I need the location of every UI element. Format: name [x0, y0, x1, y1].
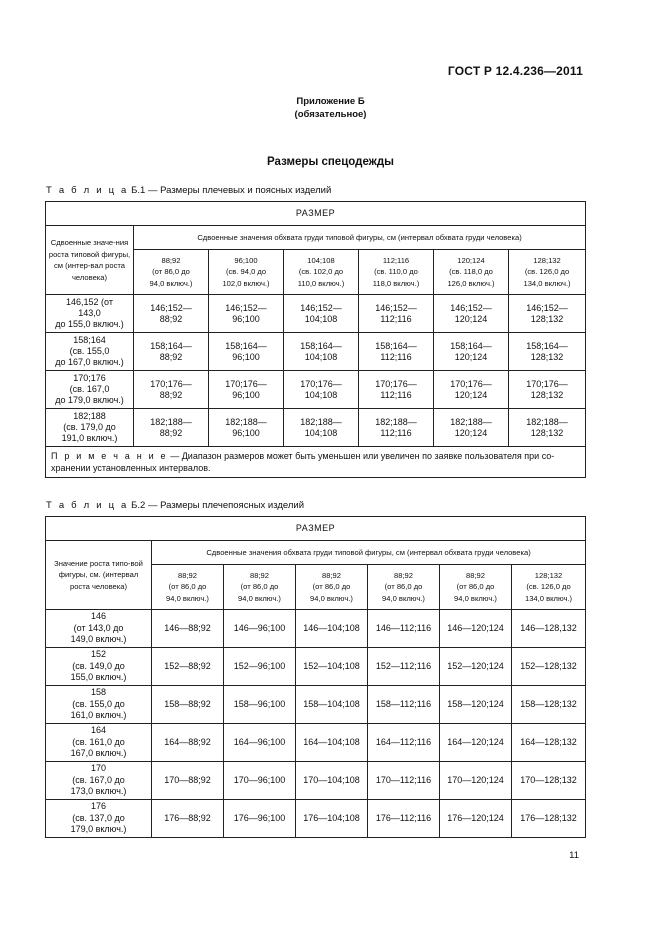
- column-header: [512, 565, 586, 610]
- table-row: [46, 686, 586, 724]
- column-header-line: 128;132: [534, 570, 563, 580]
- column-header: [509, 250, 586, 295]
- size-cell-line: 128;132: [530, 427, 564, 438]
- column-header-line: (от 86,0 до: [384, 582, 423, 592]
- size-cell: 170—88;92: [152, 762, 224, 800]
- column-header-line: (св. 94,0 до: [225, 267, 267, 277]
- size-cell-line: 120;124: [454, 389, 488, 400]
- column-header-line: (от 86,0 до: [168, 582, 207, 592]
- row-head-cell-line: 158;164: [73, 335, 106, 345]
- row-head-cell: [46, 686, 152, 724]
- size-cell-line: 146;152—: [375, 302, 417, 313]
- table-row: [46, 762, 586, 800]
- size-cell: 146—120;124: [440, 610, 512, 648]
- column-group-header: Сдвоенные значения обхвата груди типовой фигуры, см (интервал обхвата груди человека): [134, 226, 586, 250]
- size-cell: [209, 295, 284, 333]
- appendix-title: Приложение Б: [296, 96, 365, 107]
- size-cell: [209, 333, 284, 371]
- size-cell: [359, 333, 434, 371]
- size-cell: [209, 409, 284, 447]
- size-cell: 164—104;108: [296, 724, 368, 762]
- row-head-cell: [46, 409, 134, 447]
- row-head-cell-line: 146,152 (от: [66, 297, 113, 307]
- row-header: Сдвоенные значе-ния роста типовой фигуры, см (интер-вал роста человека): [46, 226, 134, 295]
- size-cell: [509, 295, 586, 333]
- column-header-line: 94,0 включ.): [454, 593, 497, 603]
- row-head-cell-line: 164: [90, 725, 107, 736]
- size-cell: [134, 295, 209, 333]
- column-header-line: 88;92: [177, 570, 197, 580]
- size-cell-line: 146;152—: [300, 302, 342, 313]
- column-group-header: Сдвоенные значения обхвата груди типовой фигуры, см (интервал обхвата груди человека): [152, 541, 586, 565]
- size-cell: 176—104;108: [296, 800, 368, 838]
- size-cell: [434, 295, 509, 333]
- table-row: [46, 409, 586, 447]
- page-number: 11: [569, 850, 579, 861]
- row-head-cell-line: 158: [90, 687, 107, 698]
- row-head-cell: [46, 724, 152, 762]
- row-head-cell-line: 146: [90, 611, 107, 622]
- size-cell: 152—88;92: [152, 648, 224, 686]
- size-cell-line: 128;132: [530, 351, 564, 362]
- size-cell: 146—112;116: [368, 610, 440, 648]
- size-cell-line: 96;100: [232, 351, 260, 362]
- row-head-cell: [46, 610, 152, 648]
- appendix-subtitle: (обязательное): [294, 109, 367, 120]
- size-cell-line: 158;164—: [526, 340, 568, 351]
- row-head-cell-line: 191,0 включ.): [61, 433, 118, 443]
- row-head-cell: [46, 371, 134, 409]
- table-row: [46, 648, 586, 686]
- size-cell: 152—104;108: [296, 648, 368, 686]
- row-head-cell: [46, 333, 134, 371]
- size-cell-line: 182;188—: [375, 416, 417, 427]
- size-cell: 146—104;108: [296, 610, 368, 648]
- size-cell: [359, 409, 434, 447]
- row-head-cell-line: 149,0 включ.): [70, 634, 127, 645]
- table1: [45, 201, 586, 478]
- column-header-line: (от 86,0 до: [240, 582, 279, 592]
- size-cell: [284, 295, 359, 333]
- column-header: [284, 250, 359, 295]
- column-header-line: 120;124: [457, 255, 485, 265]
- column-header-line: (св. 110,0 до: [374, 267, 418, 277]
- row-head-cell-line: (св. 179,0 до: [63, 422, 116, 432]
- size-cell-line: 170;176—: [225, 378, 267, 389]
- size-cell: [209, 371, 284, 409]
- section-title: Размеры спецодежды: [267, 156, 394, 168]
- row-head-cell: [46, 800, 152, 838]
- row-head-cell-line: 170;176: [73, 373, 106, 383]
- row-head-cell-line: (св. 155,0 до: [72, 698, 125, 709]
- size-cell-line: 182;188—: [300, 416, 342, 427]
- size-cell: 158—128;132: [512, 686, 586, 724]
- size-cell: 158—88;92: [152, 686, 224, 724]
- column-header-line: 94,0 включ.): [238, 593, 281, 603]
- size-caption: РАЗМЕР: [46, 517, 586, 541]
- column-header-line: 94,0 включ.): [310, 593, 353, 603]
- note-text: — Диапазон размеров может быть уменьшен или увеличен по заявке пользователя при со-хранении установленных интервалов.: [51, 451, 555, 473]
- size-cell: [134, 371, 209, 409]
- size-cell-line: 158;164—: [375, 340, 417, 351]
- size-cell-line: 88;92: [159, 427, 183, 438]
- row-head-cell-line: (от 143,0 до: [73, 622, 124, 633]
- table2-label: Т а б л и ц а: [46, 500, 129, 511]
- row-head-cell-line: (св. 167,0 до: [72, 774, 125, 785]
- size-cell: 152—96;100: [224, 648, 296, 686]
- column-header-line: 88;92: [161, 255, 181, 265]
- row-head-cell-line: 161,0 включ.): [70, 710, 127, 721]
- size-cell-line: 104;108: [304, 313, 338, 324]
- row-head-cell-line: 173,0 включ.): [70, 786, 127, 797]
- size-cell: 158—104;108: [296, 686, 368, 724]
- size-cell-line: 170;176—: [375, 378, 417, 389]
- column-header-line: 88;92: [465, 570, 485, 580]
- size-cell: 152—128;132: [512, 648, 586, 686]
- size-cell-line: 170;176—: [450, 378, 492, 389]
- table-row: [46, 371, 586, 409]
- size-cell-line: 104;108: [304, 351, 338, 362]
- column-header: [296, 565, 368, 610]
- column-header-line: 88;92: [321, 570, 341, 580]
- table2: [45, 516, 586, 838]
- size-cell-line: 158;164—: [300, 340, 342, 351]
- column-header-line: (св. 126,0 до: [526, 582, 571, 592]
- size-caption: РАЗМЕР: [46, 202, 586, 226]
- column-header-line: (св. 126,0 до: [524, 267, 570, 277]
- column-header-line: 96;100: [234, 255, 258, 265]
- document-code: ГОСТ Р 12.4.236—2011: [447, 64, 583, 78]
- column-header-line: (от 86,0 до: [312, 582, 351, 592]
- size-cell-line: 88;92: [159, 389, 183, 400]
- column-header-line: (от 86,0 до: [456, 582, 495, 592]
- size-cell-line: 104;108: [304, 389, 338, 400]
- size-cell: 176—96;100: [224, 800, 296, 838]
- row-head-cell-line: (св. 137,0 до: [72, 812, 125, 823]
- size-cell-line: 96;100: [232, 313, 260, 324]
- row-head-cell-line: до 167,0 включ.): [55, 357, 124, 367]
- column-header-line: 94,0 включ.): [166, 593, 209, 603]
- table-row: [46, 800, 586, 838]
- size-cell-line: 158;164—: [450, 340, 492, 351]
- size-cell: 164—88;92: [152, 724, 224, 762]
- size-cell-line: 146;152—: [150, 302, 192, 313]
- size-cell-line: 182;188—: [526, 416, 568, 427]
- row-head-cell: [46, 295, 134, 333]
- size-cell-line: 158;164—: [150, 340, 192, 351]
- column-header-line: 110,0 включ.): [297, 278, 345, 288]
- size-cell: 170—128;132: [512, 762, 586, 800]
- row-head-cell-line: (св. 155,0: [69, 346, 110, 356]
- table-row: [46, 724, 586, 762]
- size-cell: 158—112;116: [368, 686, 440, 724]
- row-head-cell-line: (св. 167,0: [69, 384, 110, 394]
- row-head-cell-line: до 155,0 включ.): [55, 319, 124, 329]
- column-header: [440, 565, 512, 610]
- size-cell: [434, 409, 509, 447]
- size-cell: 164—96;100: [224, 724, 296, 762]
- column-header: [152, 565, 224, 610]
- row-head-cell-line: 167,0 включ.): [70, 748, 127, 759]
- size-cell: 176—120;124: [440, 800, 512, 838]
- size-cell-line: 170;176—: [300, 378, 342, 389]
- table2-title: [46, 500, 304, 511]
- row-head-cell-line: (св. 149,0 до: [72, 660, 125, 671]
- column-header-line: 128;132: [533, 255, 561, 265]
- appendix-heading: [0, 95, 661, 121]
- column-header-line: 134,0 включ.): [524, 593, 573, 603]
- row-header: Значение роста типо-вой фигуры, см. (интервал роста человека): [46, 541, 152, 610]
- size-cell: [359, 371, 434, 409]
- table1-caption: Б.1 — Размеры плечевых и поясных изделий: [128, 185, 332, 196]
- size-cell-line: 96;100: [232, 427, 260, 438]
- table1-label: Т а б л и ц а: [46, 185, 129, 196]
- table1-title: [46, 185, 331, 196]
- size-cell-line: 120;124: [454, 313, 488, 324]
- size-cell-line: 120;124: [454, 351, 488, 362]
- size-cell-line: 112;116: [380, 313, 412, 324]
- size-cell-line: 112;116: [380, 351, 412, 362]
- column-header-line: 118,0 включ.): [372, 278, 420, 288]
- column-header-line: 94,0 включ.): [149, 278, 193, 288]
- column-header-line: 112;116: [382, 255, 410, 265]
- row-head-cell-line: до 179,0 включ.): [55, 395, 124, 405]
- size-cell-line: 158;164—: [225, 340, 267, 351]
- column-header: [359, 250, 434, 295]
- size-cell: [134, 409, 209, 447]
- size-cell-line: 182;188—: [225, 416, 267, 427]
- row-head-cell-line: 143,0: [78, 308, 101, 318]
- row-head-cell-line: 152: [90, 649, 107, 660]
- size-cell: [509, 333, 586, 371]
- column-header-line: 94,0 включ.): [382, 593, 425, 603]
- size-cell: 146—128,132: [512, 610, 586, 648]
- size-cell-line: 88;92: [159, 313, 183, 324]
- column-header: [368, 565, 440, 610]
- size-cell: 152—112;116: [368, 648, 440, 686]
- size-cell: 170—96;100: [224, 762, 296, 800]
- size-cell-line: 104;108: [304, 427, 338, 438]
- row-head-cell: [46, 762, 152, 800]
- size-cell: 146—88;92: [152, 610, 224, 648]
- column-header-line: 88;92: [249, 570, 269, 580]
- row-head-cell-line: 179,0 включ.): [70, 824, 127, 835]
- size-cell: 146—96;100: [224, 610, 296, 648]
- table1-note: [46, 447, 586, 478]
- size-cell: 170—112;116: [368, 762, 440, 800]
- size-cell: [284, 333, 359, 371]
- size-cell: 164—128;132: [512, 724, 586, 762]
- size-cell-line: 112;116: [380, 427, 412, 438]
- row-head-cell-line: (св. 161,0 до: [72, 736, 125, 747]
- size-cell-line: 112;116: [380, 389, 412, 400]
- table-row: [46, 610, 586, 648]
- column-header-line: 102,0 включ.): [222, 278, 270, 288]
- column-header: [434, 250, 509, 295]
- size-cell-line: 128;132: [530, 313, 564, 324]
- column-header: [209, 250, 284, 295]
- size-cell-line: 146;152—: [225, 302, 267, 313]
- size-cell: [434, 371, 509, 409]
- size-cell-line: 146;152—: [526, 302, 568, 313]
- note-label: П р и м е ч а н и е: [51, 451, 168, 461]
- table2-caption: Б.2 — Размеры плечепоясных изделий: [128, 500, 305, 511]
- row-head-cell-line: 170: [90, 763, 107, 774]
- size-cell: 152—120;124: [440, 648, 512, 686]
- size-cell: [284, 371, 359, 409]
- size-cell: [359, 295, 434, 333]
- size-cell-line: 120;124: [454, 427, 488, 438]
- column-header-line: 126,0 включ.): [447, 278, 495, 288]
- size-cell: 176—88;92: [152, 800, 224, 838]
- size-cell: [284, 409, 359, 447]
- size-cell-line: 182;188—: [450, 416, 492, 427]
- size-cell: 158—96;100: [224, 686, 296, 724]
- row-head-cell-line: 155,0 включ.): [70, 672, 127, 683]
- size-cell-line: 96;100: [232, 389, 260, 400]
- column-header-line: (св. 102,0 до: [298, 267, 344, 277]
- size-cell-line: 146;152—: [450, 302, 492, 313]
- size-cell: [509, 371, 586, 409]
- size-cell: [134, 333, 209, 371]
- table-row: [46, 333, 586, 371]
- size-cell-line: 128;132: [530, 389, 564, 400]
- size-cell: 164—120;124: [440, 724, 512, 762]
- size-cell: 176—128;132: [512, 800, 586, 838]
- column-header-line: 104;108: [307, 255, 335, 265]
- size-cell-line: 182;188—: [150, 416, 192, 427]
- size-cell-line: 88;92: [159, 351, 183, 362]
- column-header-line: (св. 118,0 до: [449, 267, 493, 277]
- row-head-cell-line: 182;188: [73, 411, 106, 421]
- column-header: [134, 250, 209, 295]
- column-header: [224, 565, 296, 610]
- size-cell: [434, 333, 509, 371]
- row-head-cell-line: 176: [90, 801, 107, 812]
- row-head-cell: [46, 648, 152, 686]
- column-header-line: (от 86,0 до: [152, 267, 190, 277]
- size-cell: 158—120;124: [440, 686, 512, 724]
- size-cell-line: 170;176—: [526, 378, 568, 389]
- size-cell-line: 170;176—: [150, 378, 192, 389]
- column-header-line: 88;92: [393, 570, 413, 580]
- size-cell: 176—112;116: [368, 800, 440, 838]
- size-cell: 170—120;124: [440, 762, 512, 800]
- size-cell: [509, 409, 586, 447]
- table-row: [46, 295, 586, 333]
- size-cell: 164—112;116: [368, 724, 440, 762]
- column-header-line: 134,0 включ.): [523, 278, 571, 288]
- size-cell: 170—104;108: [296, 762, 368, 800]
